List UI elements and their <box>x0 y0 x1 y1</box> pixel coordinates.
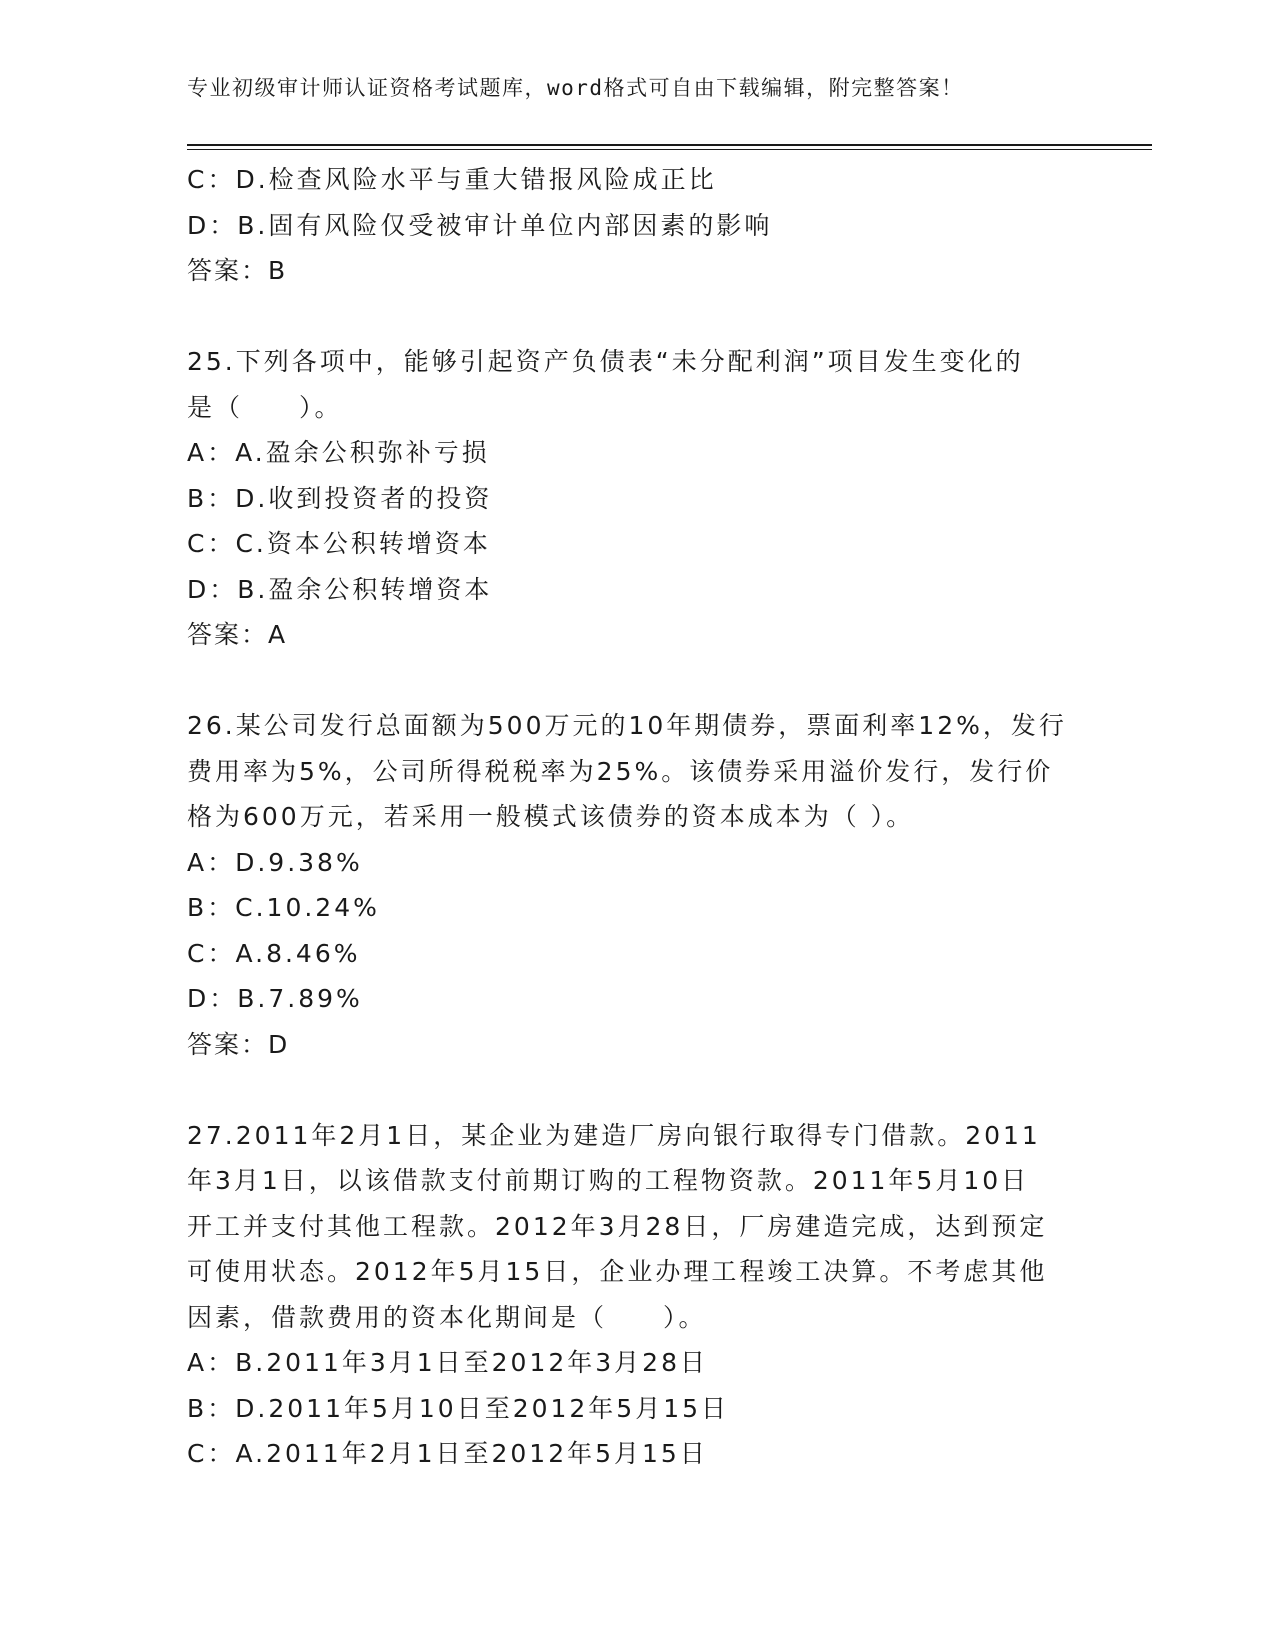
q27-stem-line: 年3月1日，以该借款支付前期订购的工程物资款。2011年5月10日 <box>187 1166 1030 1195</box>
q26-option-c: C：A.8.46% <box>187 938 361 968</box>
q25-option-b: B：D.收到投资者的投资 <box>187 483 493 513</box>
spacer <box>187 1067 1087 1113</box>
q24-option-d: D：B.固有风险仅受被审计单位内部因素的影响 <box>187 210 773 240</box>
spacer <box>187 658 1087 704</box>
q25-option-a: A：A.盈余公积弥补亏损 <box>187 438 490 467</box>
q26-stem-line: 费用率为5%，公司所得税税率为25%。该债券采用溢价发行，发行价 <box>187 756 1054 786</box>
page-header: 专业初级审计师认证资格考试题库，word格式可自由下载编辑，附完整答案！ <box>187 76 964 100</box>
q27-option-b: B：D.2011年5月10日至2012年5月15日 <box>187 1393 730 1423</box>
q25-option-d: D：B.盈余公积转增资本 <box>187 574 493 604</box>
q27-stem-line: 开工并支付其他工程款。2012年3月28日，厂房建造完成，达到预定 <box>187 1211 1048 1241</box>
q27-stem-line: 因素，借款费用的资本化期间是（ ）。 <box>187 1302 707 1332</box>
q26-option-d: D：B.7.89% <box>187 984 363 1013</box>
spacer <box>187 294 1087 340</box>
q26-stem-line: 26.某公司发行总面额为500万元的10年期债券，票面利率12%，发行 <box>187 711 1067 740</box>
q25-stem-line: 是（ ）。 <box>187 392 343 422</box>
q27-stem-line: 可使用状态。2012年5月15日，企业办理工程竣工决算。不考虑其他 <box>187 1257 1048 1286</box>
q25-answer: 答案：A <box>187 620 288 649</box>
q25-option-c: C：C.资本公积转增资本 <box>187 529 491 558</box>
question-content <box>187 157 1087 1477</box>
q24-option-c: C：D.检查风险水平与重大错报风险成正比 <box>187 165 717 194</box>
q24-answer: 答案：B <box>187 256 288 285</box>
q27-option-a: A：B.2011年3月1日至2012年3月28日 <box>187 1348 708 1377</box>
q27-stem-line: 27.2011年2月1日，某企业为建造厂房向银行取得专门借款。2011 <box>187 1120 1041 1150</box>
q26-answer: 答案：D <box>187 1029 290 1059</box>
q26-stem-line: 格为600万元，若采用一般模式该债券的资本成本为（ ）。 <box>187 802 915 831</box>
header-rule-thick <box>187 144 1152 146</box>
q27-option-c: C：A.2011年2月1日至2012年5月15日 <box>187 1439 708 1468</box>
q26-option-a: A：D.9.38% <box>187 847 363 877</box>
q26-option-b: B：C.10.24% <box>187 893 380 922</box>
header-rule-thin <box>187 149 1152 150</box>
q25-stem-line: 25.下列各项中，能够引起资产负债表“未分配利润”项目发生变化的 <box>187 347 1024 376</box>
